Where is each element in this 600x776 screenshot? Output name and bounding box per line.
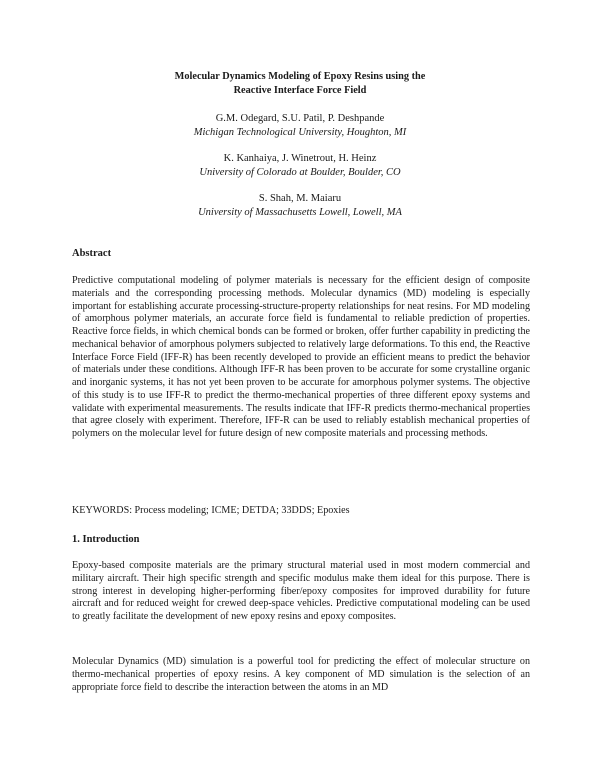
- author-names: S. Shah, M. Maiaru: [258, 193, 342, 204]
- author-group-3: [0, 192, 600, 220]
- paper-title-line-2: Reactive Interface Force Field: [233, 85, 367, 96]
- keywords-line: KEYWORDS: Process modeling; ICME; DETDA; 33DDS; Epoxies: [72, 505, 350, 516]
- introduction-heading: 1. Introduction: [72, 534, 140, 545]
- introduction-paragraph-1: Epoxy-based composite materials are the primary structural material used in most modern commercial and military aircraft. Their high specific strength and specific modulus make them ideal for this purpose. There is strong interest in developing higher-performing fiber/epoxy composites for improved durability for future aircraft and for reduced weight for crewed deep-space vehicles. Predictive computational modeling can be used to greatly facilitate the development of new epoxy resins and epoxy composites.: [72, 560, 530, 622]
- author-group-1: [0, 112, 600, 140]
- author-affiliation: University of Colorado at Boulder, Boulder, CO: [199, 167, 401, 178]
- abstract-heading: Abstract: [72, 248, 112, 259]
- author-names: G.M. Odegard, S.U. Patil, P. Deshpande: [215, 113, 385, 124]
- abstract-text: Predictive computational modeling of polymer materials is necessary for the efficient design of composite materials and the corresponding processing methods. Molecular dynamics (MD) modeling is especially important for establishing accurate processing-structure-property relationships for neat resins. For MD modeling of amorphous polymer materials, an accurate force field is fundamental to reliable prediction of properties. Reactive force fields, in which chemical bonds can be formed or broken, offer further capability in predicting the mechanical behavior of amorphous polymers subjected to relatively large deformations. To this end, the Reactive Interface Force Field (IFF-R) has been recently developed to provide an efficient means to predict the behavior of materials under these conditions. Although IFF-R has been proven to be accurate for some crystalline organic and inorganic systems, it has not yet been proven to be accurate for amorphous polymer systems. The objective of this study is to use IFF-R to predict the thermo-mechanical properties of three different epoxy systems and validate with experimental measurements. The results indicate that IFF-R predicts thermo-mechanical properties that agree closely with experiment. Therefore, IFF-R can be used to reliably establish mechanical properties of polymers on the molecular level for future design of new composite materials and processing methods.: [72, 275, 530, 439]
- paper-title-line-1: Molecular Dynamics Modeling of Epoxy Resins using the: [174, 71, 426, 82]
- paper-title: [0, 70, 600, 98]
- author-names: K. Kanhaiya, J. Winetrout, H. Heinz: [223, 153, 377, 164]
- introduction-paragraph-2: Molecular Dynamics (MD) simulation is a powerful tool for predicting the effect of molecular structure on thermo-mechanical properties of epoxy resins. A key component of MD simulation is the selection of an appropriate force field to describe the interaction between the atoms in an MD: [72, 656, 530, 693]
- author-group-2: [0, 152, 600, 180]
- author-affiliation: University of Massachusetts Lowell, Lowell, MA: [198, 207, 402, 218]
- author-affiliation: Michigan Technological University, Houghton, MI: [193, 127, 407, 138]
